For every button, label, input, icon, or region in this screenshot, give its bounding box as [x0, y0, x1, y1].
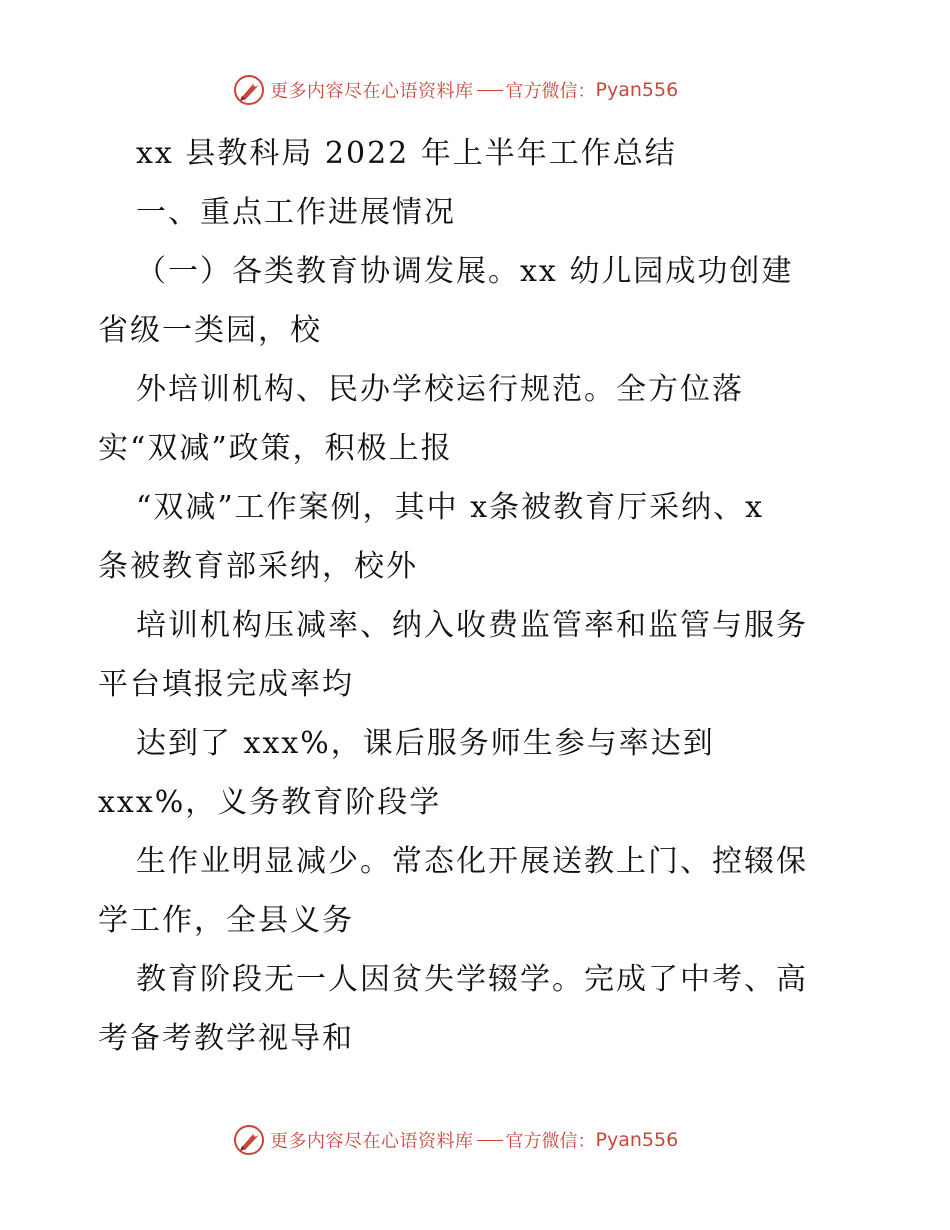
watermark-footer [232, 1120, 678, 1160]
paragraph-line: 教育阶段无一人因贫失学辍学。完成了中考、高 [136, 962, 808, 997]
watermark-contact-id: Pyan556 [595, 79, 679, 101]
watermark-contact-id: Pyan556 [595, 1129, 679, 1151]
pen-logo-icon [232, 1123, 266, 1157]
document-title: xx 县教科局 2022 年上半年工作总结 [136, 136, 677, 171]
paragraph-line: 学工作，全县义务 [98, 903, 354, 938]
watermark-site-text: 更多内容尽在心语资料库 [270, 81, 474, 102]
paragraph-line: 考备考教学视导和 [98, 1021, 354, 1056]
pen-logo-icon [232, 73, 266, 107]
paragraph-line: 省级一类园，校 [98, 313, 322, 348]
document-body [98, 124, 858, 1068]
paragraph-line: 生作业明显减少。常态化开展送教上门、控辍保 [136, 844, 808, 879]
paragraph-line: 平台填报完成率均 [98, 667, 354, 702]
watermark-divider [477, 90, 503, 91]
watermark-contact-label: 官方微信： [505, 1131, 596, 1152]
paragraph-line: xxx%，义务教育阶段学 [98, 785, 442, 820]
paragraph-line: 培训机构压减率、纳入收费监管率和监管与服务 [136, 608, 808, 643]
section-heading: 一、重点工作进展情况 [136, 195, 456, 230]
paragraph-line: 实“双减”政策，积极上报 [98, 431, 453, 466]
paragraph-line: （一）各类教育协调发展。xx 幼儿园成功创建 [136, 254, 794, 289]
watermark-contact-label: 官方微信： [505, 81, 596, 102]
watermark-divider [477, 1140, 503, 1141]
paragraph-line: 条被教育部采纳，校外 [98, 549, 418, 584]
paragraph-line: “双减”工作案例，其中 x条被教育厅采纳、x [136, 490, 765, 525]
watermark-header [232, 70, 678, 110]
paragraph-line: 外培训机构、民办学校运行规范。全方位落 [136, 372, 744, 407]
paragraph-line: 达到了 xxx%，课后服务师生参与率达到 [136, 726, 715, 761]
watermark-site-text: 更多内容尽在心语资料库 [270, 1131, 474, 1152]
